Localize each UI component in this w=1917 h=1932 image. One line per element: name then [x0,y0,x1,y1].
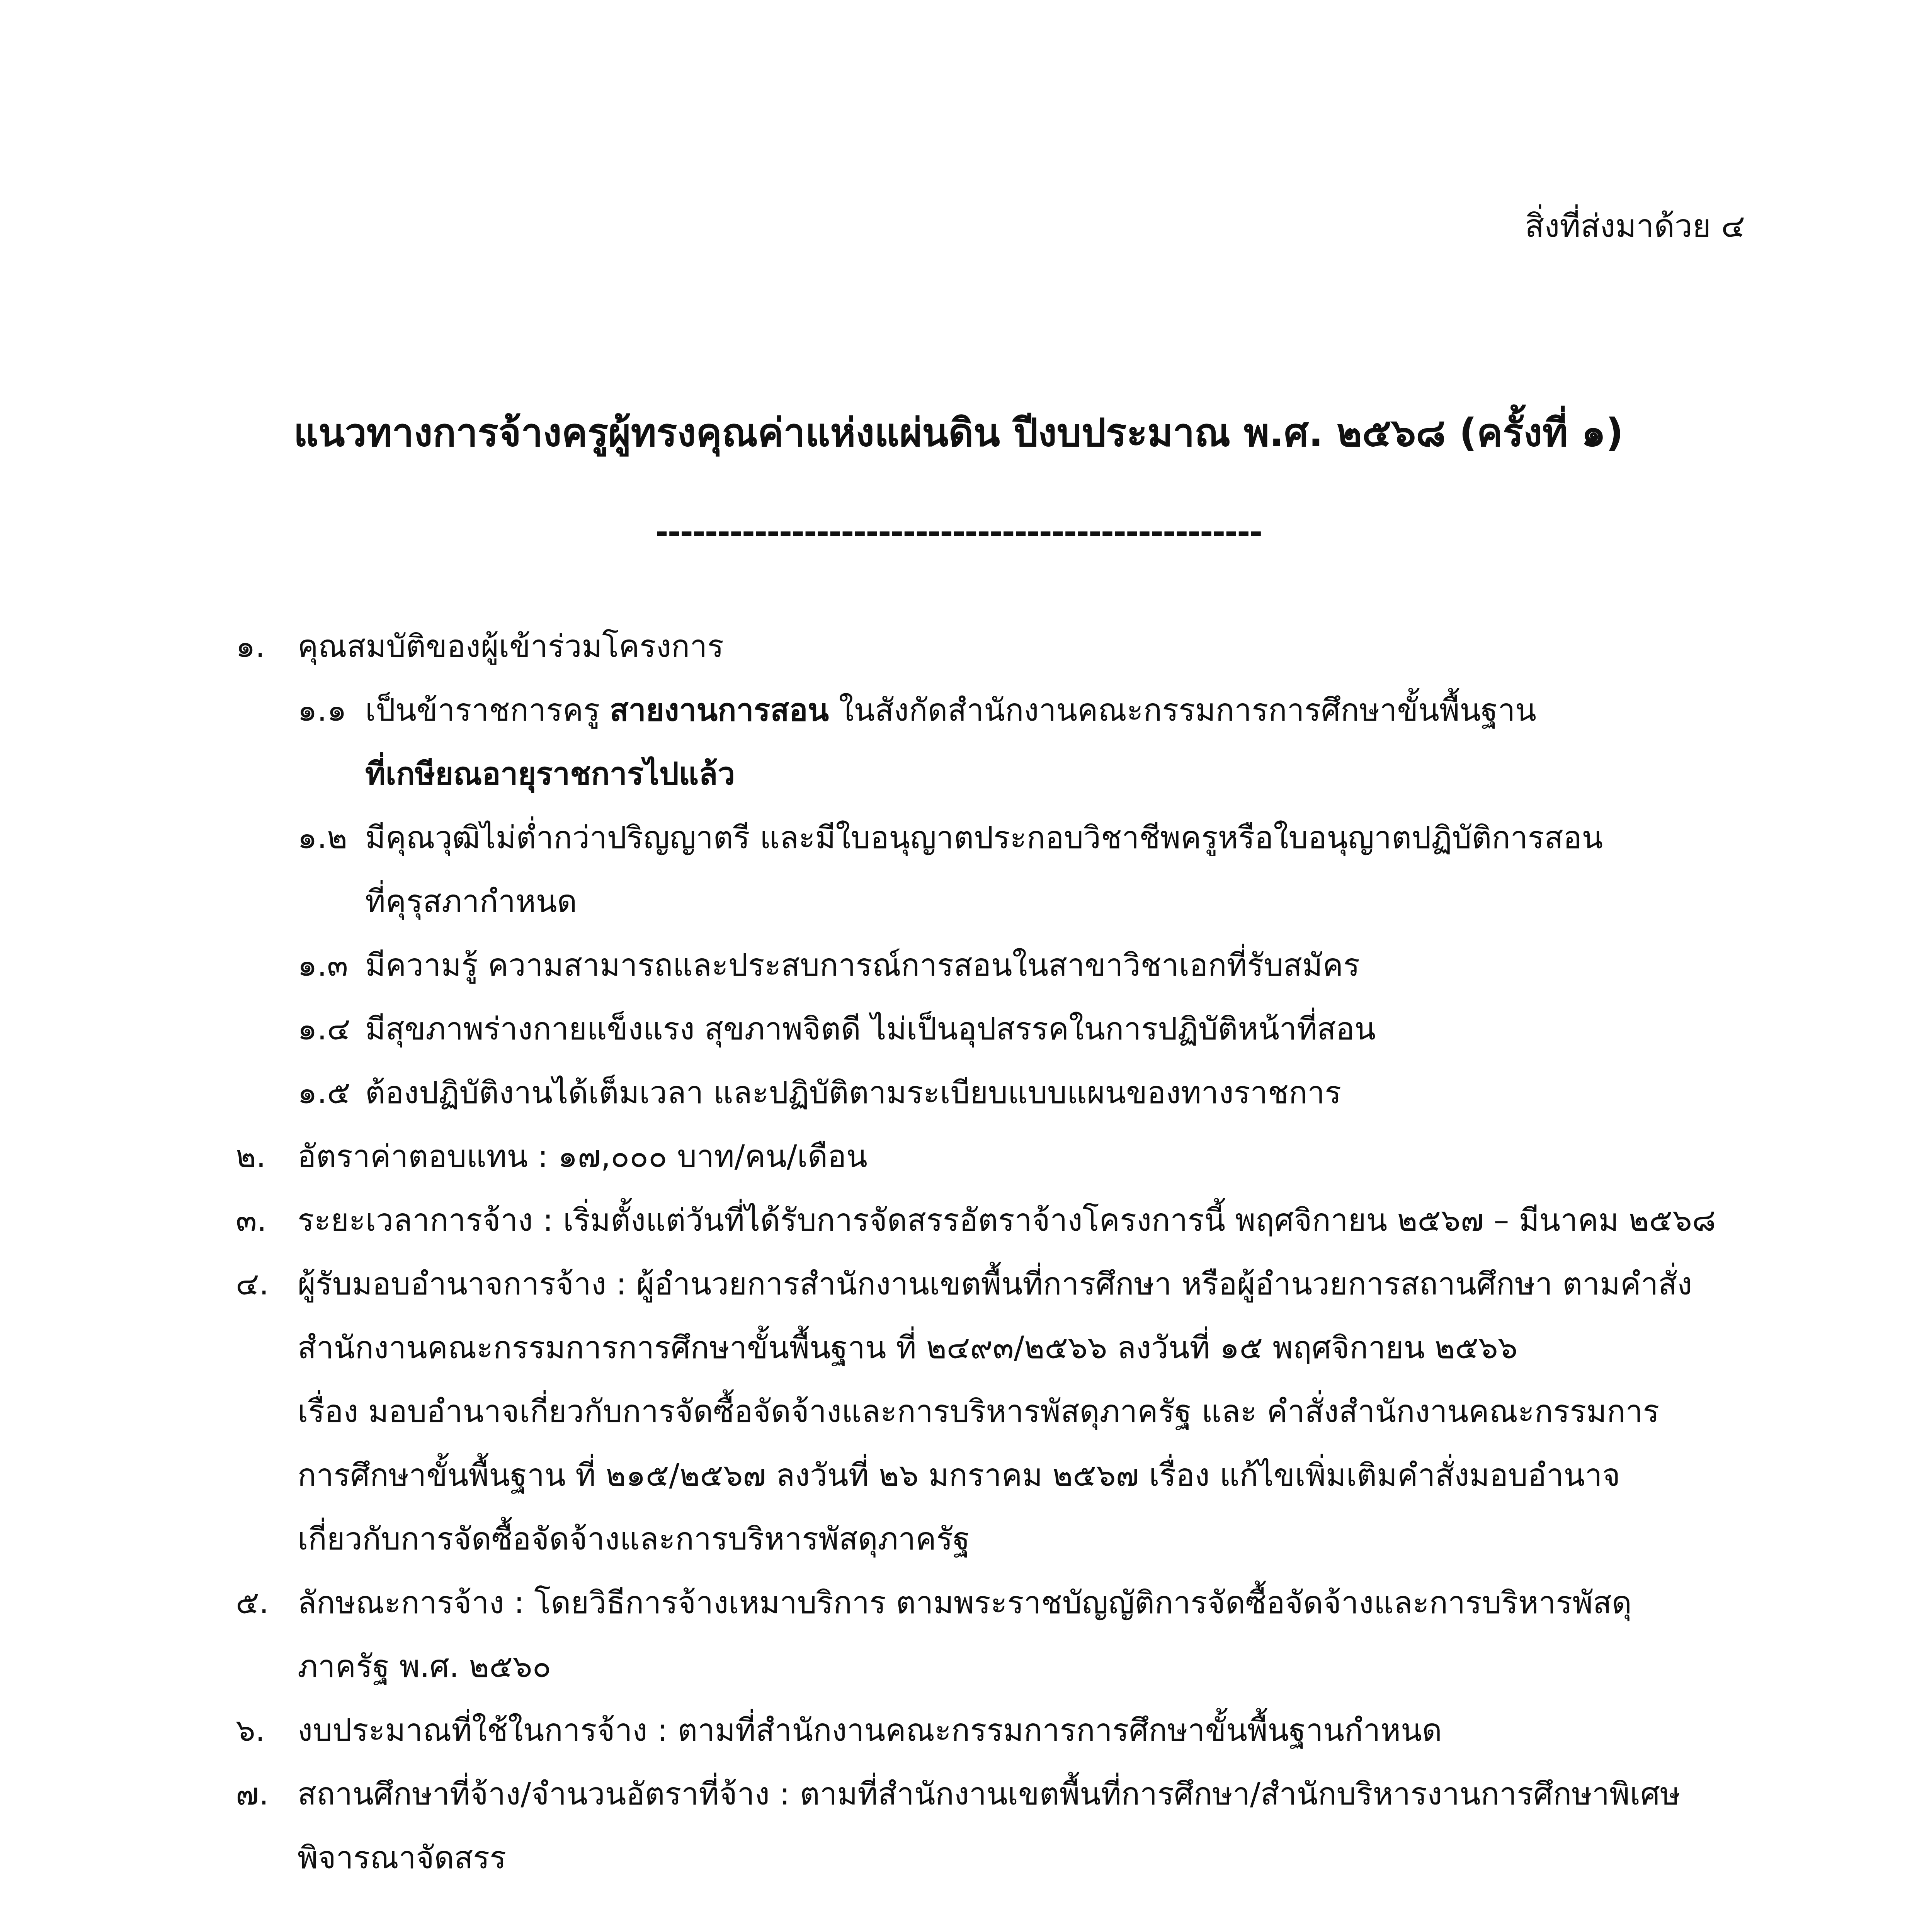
sub-item-text-continuation: ที่เกษียณอายุราชการไปแล้ว [365,756,735,792]
sub-item-number: ๑.๕ [298,1075,350,1111]
item-text: อัตราค่าตอบแทน : ๑๗,๐๐๐ บาท/คน/เดือน [298,1138,867,1174]
item-number: ๖. [236,1712,265,1748]
sub-item-text: มีความรู้ ความสามารถและประสบการณ์การสอนในสาขาวิชาเอกที่รับสมัคร [365,947,1360,983]
sub-item-1-2 [236,806,1762,933]
list-item-duration [236,1188,1762,1252]
sub-item-number: ๑.๔ [298,1011,350,1047]
item-text-continuation: การศึกษาขั้นพื้นฐาน ที่ ๒๑๕/๒๕๖๗ ลงวันที่ ๒๖ มกราคม ๒๕๖๗ เรื่อง แก้ไขเพิ่มเติมคำสั่งมอบอำนาจ [298,1457,1621,1493]
guideline-list [236,614,1762,1889]
sub-item-number: ๑.๑ [298,692,347,728]
title-divider: ------------------------------------------------- [655,514,1262,551]
item-text-continuation: เรื่อง มอบอำนาจเกี่ยวกับการจัดซื้อจัดจ้างและการบริหารพัสดุภาครัฐ และ คำสั่งสำนักงานคณะกรรมการ [298,1393,1660,1429]
item-text: ระยะเวลาการจ้าง : เริ่มตั้งแต่วันที่ได้รับการจัดสรรอัตราจ้างโครงการนี้ พฤศจิกายน ๒๕๖๗ – มีนาคม ๒๕๖๘ [298,1202,1716,1238]
list-item-budget [236,1698,1762,1762]
list-item-qualifications [236,614,1762,678]
item-text-continuation: สำนักงานคณะกรรมการการศึกษาขั้นพื้นฐาน ที่ ๒๔๙๓/๒๕๖๖ ลงวันที่ ๑๕ พฤศจิกายน ๒๕๖๖ [298,1330,1518,1366]
item-number: ๗. [236,1776,269,1812]
item-number: ๒. [236,1138,266,1174]
sub-item-text: ต้องปฏิบัติงานได้เต็มเวลา และปฏิบัติตามระเบียบแบบแผนของทางราชการ [365,1075,1342,1111]
item-text: สถานศึกษาที่จ้าง/จำนวนอัตราที่จ้าง : ตามที่สำนักงานเขตพื้นที่การศึกษา/สำนักบริหารงานการศึกษาพิเศษ [298,1776,1681,1812]
list-item-schools [236,1762,1762,1889]
sub-item-1-5 [236,1061,1762,1124]
sub-item-1-4 [236,997,1762,1061]
sub-item-number: ๑.๓ [298,947,348,983]
sub-item-text-continuation: ที่คุรุสภากำหนด [365,883,577,919]
item-text: งบประมาณที่ใช้ในการจ้าง : ตามที่สำนักงานคณะกรรมการการศึกษาขั้นพื้นฐานกำหนด [298,1712,1442,1748]
item-text-continuation: เกี่ยวกับการจัดซื้อจัดจ้างและการบริหารพัสดุภาครัฐ [298,1521,970,1557]
sub-item-text: มีคุณวุฒิไม่ต่ำกว่าปริญญาตรี และมีใบอนุญาตประกอบวิชาชีพครูหรือใบอนุญาตปฏิบัติการสอน [365,820,1603,855]
item-text: ลักษณะการจ้าง : โดยวิธีการจ้างเหมาบริการ ตามพระราชบัญญัติการจัดซื้อจัดจ้างและการบริหารพัสดุ [298,1585,1632,1621]
sub-item-text [298,678,1762,742]
item-text: คุณสมบัติของผู้เข้าร่วมโครงการ [298,628,724,664]
sub-item-number: ๑.๒ [298,820,347,855]
item-text: ผู้รับมอบอำนาจการจ้าง : ผู้อำนวยการสำนักงานเขตพื้นที่การศึกษา หรือผู้อำนวยการสถานศึกษา ตามคำสั่ง [298,1266,1692,1302]
sub-item-1-3 [236,933,1762,997]
list-item-hiring-type [236,1571,1762,1698]
list-item-authority [236,1252,1762,1571]
item-text-continuation: พิจารณาจัดสรร [298,1840,507,1876]
sub-item-text-bold: สายงานการสอน [609,692,829,728]
page-title: แนวทางการจ้างครูผู้ทรงคุณค่าแห่งแผ่นดิน ปีงบประมาณ พ.ศ. ๒๕๖๘ (ครั้งที่ ๑) [293,410,1624,455]
item-number: ๕. [236,1585,269,1621]
item-number: ๑. [236,628,265,664]
sub-item-1-1 [236,678,1762,806]
item-number: ๔. [236,1266,269,1302]
sub-item-text: มีสุขภาพร่างกายแข็งแรง สุขภาพจิตดี ไม่เป็นอุปสรรคในการปฏิบัติหน้าที่สอน [365,1011,1376,1047]
item-text-continuation: ภาครัฐ พ.ศ. ๒๕๖๐ [298,1648,551,1684]
sub-item-text-pre: เป็นข้าราชการครู [365,692,610,728]
item-number: ๓. [236,1202,267,1238]
enclosure-label: สิ่งที่ส่งมาด้วย ๔ [1525,208,1745,245]
list-item-compensation [236,1124,1762,1188]
sub-item-text-post: ในสังกัดสำนักงานคณะกรรมการการศึกษาขั้นพื้นฐาน [829,692,1536,728]
